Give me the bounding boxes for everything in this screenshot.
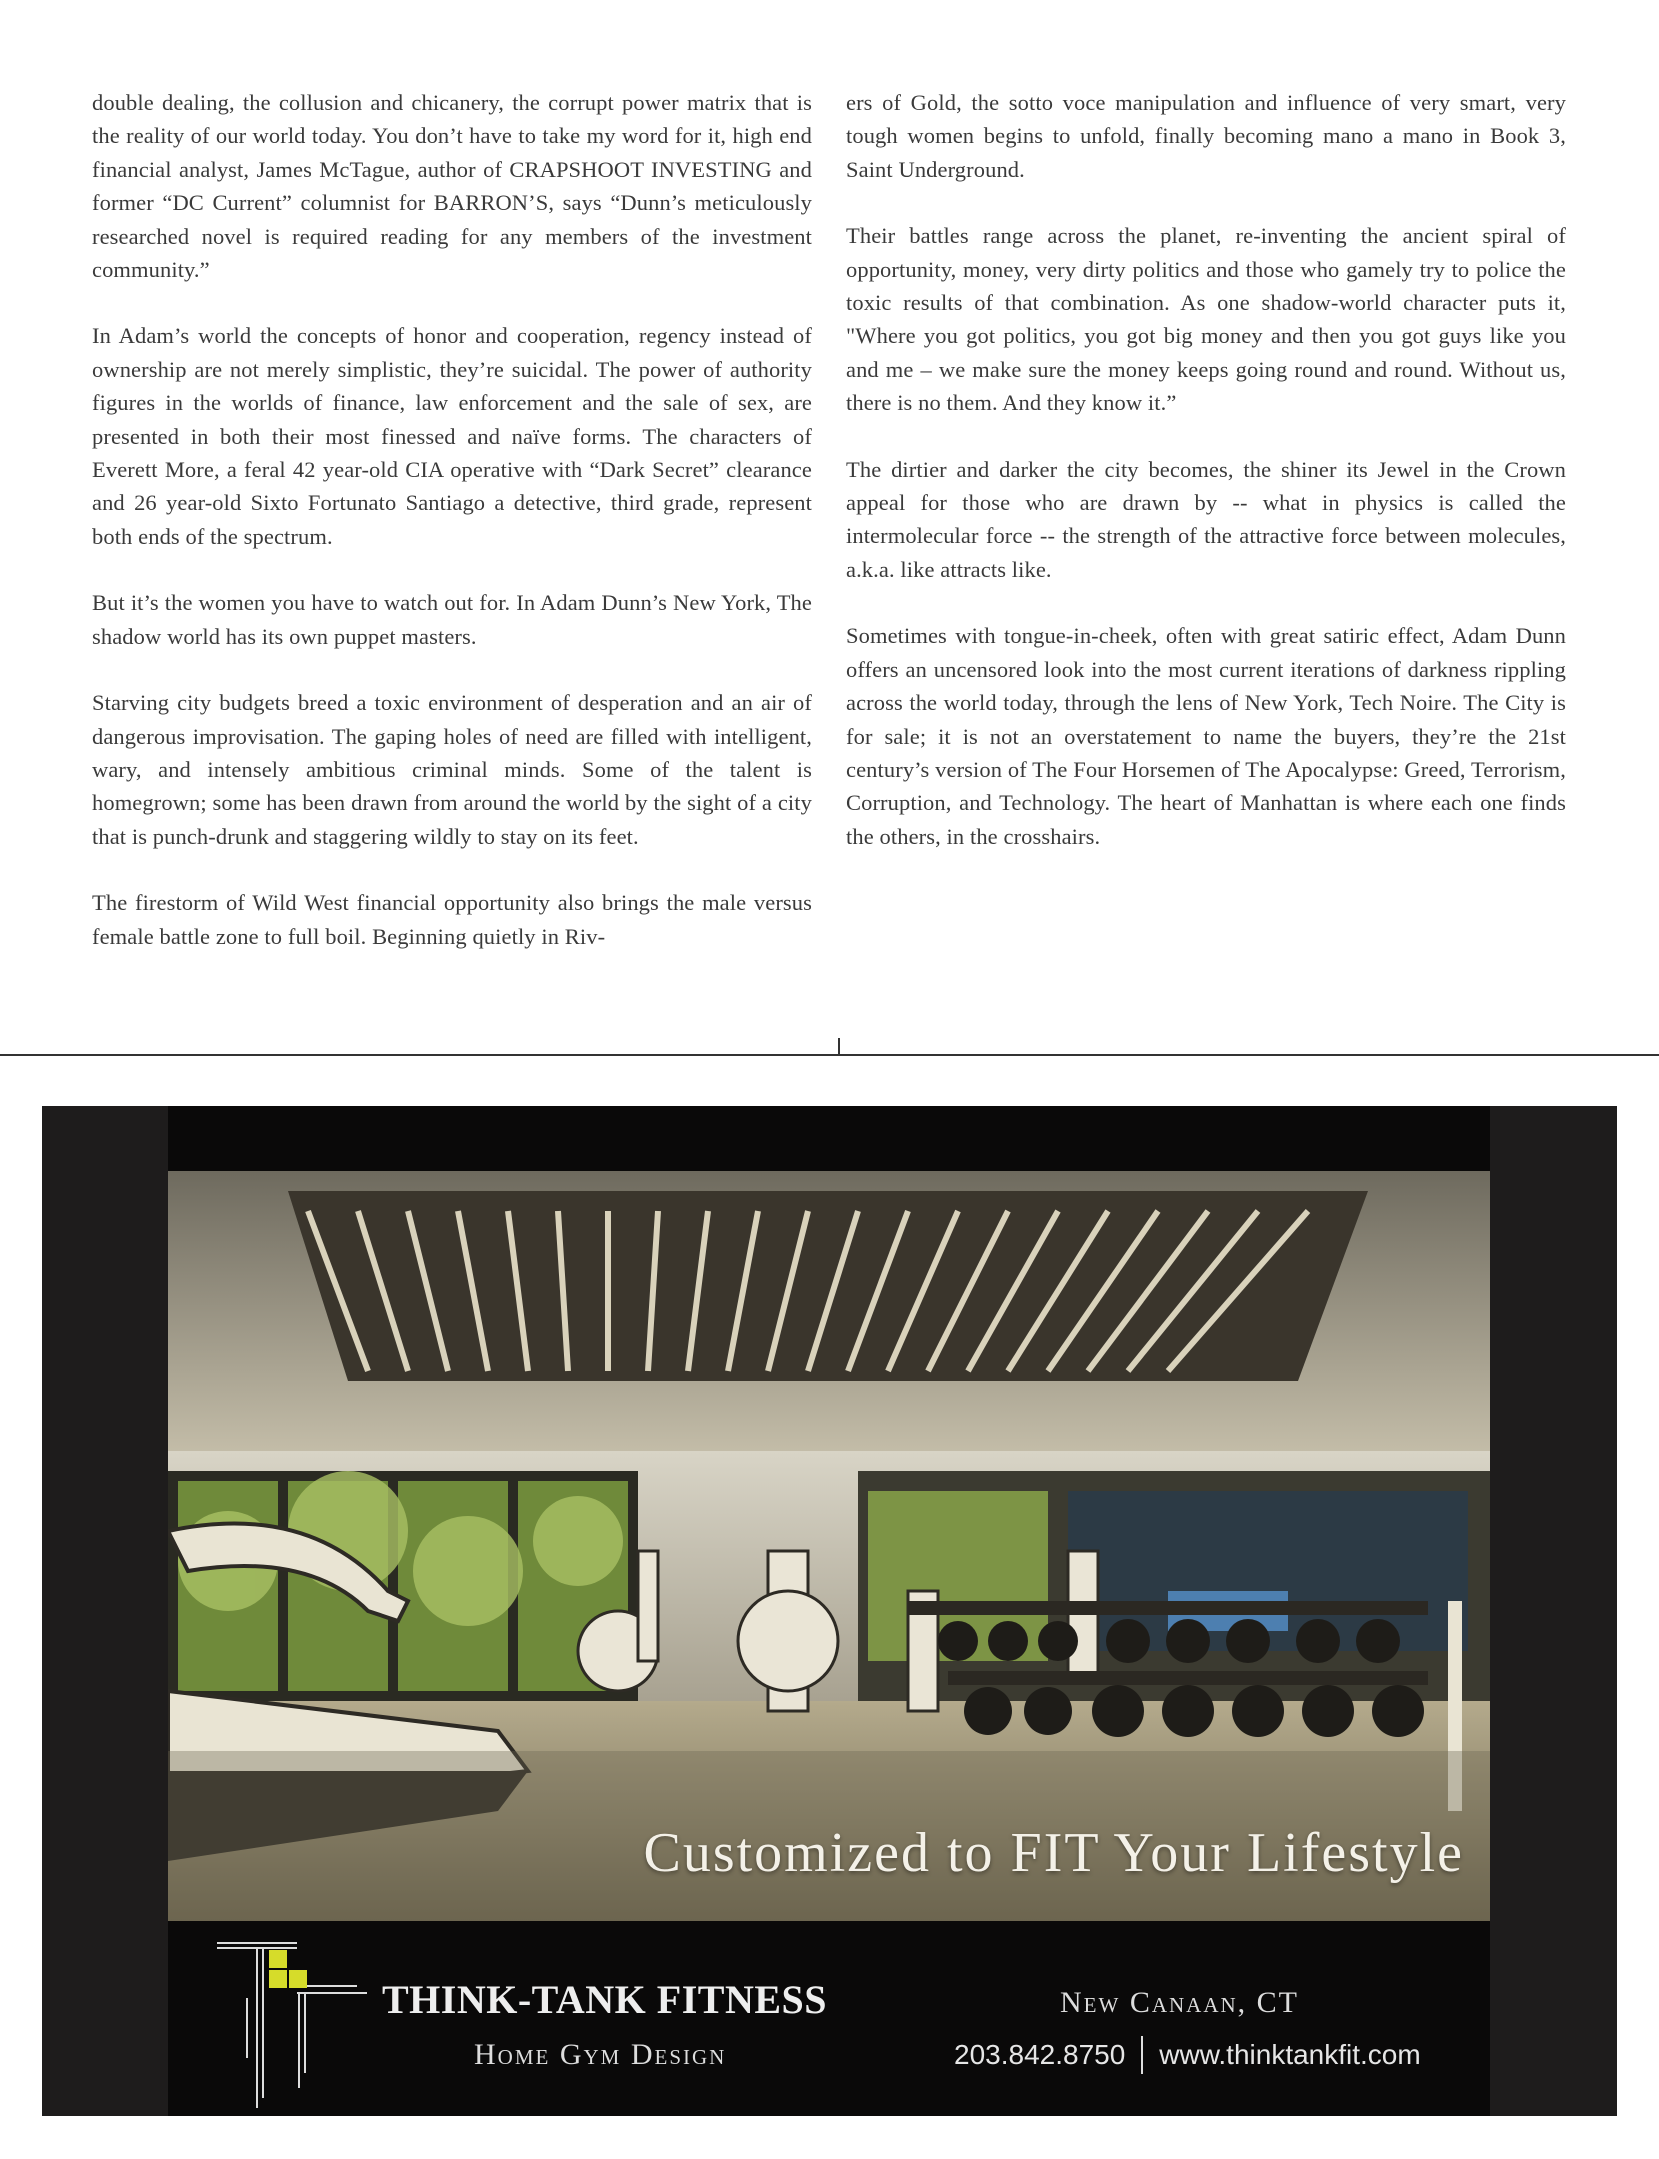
advertisement xyxy=(42,1106,1617,2116)
paragraph: Their battles range across the planet, re-inventing the ancient spiral of opportunity, money, very dirty politics and those who gamely try to police the toxic results of that combination. As one shadow-world character puts it, "Where you got politics, you got big money and then you got guys like you and me – we make sure the money keeps going round and round. Without us, there is no them. And they know it.” xyxy=(846,223,1566,416)
ad-subtitle: Home Gym Design xyxy=(474,2038,727,2071)
paragraph: Starving city budgets breed a toxic environment of desperation and an air of dangerous improvisation. The gaping holes of need are filled with intelligent, wary, and intensely ambitious criminal minds. Some of the talent is homegrown; some has been drawn from around the world by the sight of a city that is punch-drunk and staggering wildly to stay on its feet. xyxy=(92,690,812,849)
gym-illustration xyxy=(168,1171,1490,1921)
ad-phone: 203.842.8750 xyxy=(954,2039,1126,2070)
article-right-column xyxy=(846,86,1566,886)
paragraph: ers of Gold, the sotto voce manipulation and influence of very smart, very tough women begins to unfold, finally becoming mano a mano in Book 3, Saint Underground. xyxy=(846,90,1566,182)
paragraph: In Adam’s world the concepts of honor and cooperation, regency instead of ownership are not merely simplistic, they’re suicidal. The power of authority figures in the worlds of finance, law enforcement and the sale of sex, are presented in both their most finessed and naïve forms. The characters of Everett More, a feral 42 year-old CIA operative with “Dark Secret” clearance and 26 year-old Sixto Fortunato Santiago a detective, third grade, represent both ends of the spectrum. xyxy=(92,323,812,549)
ad-tagline: Customized to FIT Your Lifestyle xyxy=(643,1822,1464,1884)
ad-website[interactable]: www.thinktankfit.com xyxy=(1159,2039,1421,2070)
paragraph: Sometimes with tongue-in-cheek, often with great satiric effect, Adam Dunn offers an uncensored look into the most current iterations of darkness rippling across the world today, through the lens of New York, Tech Noire. The City is for sale; it is not an overstatement to name the buyers, they’re the 21st century’s version of The Four Horsemen of The Apocalypse: Greed, Terrorism, Corruption, and Technology. The heart of Manhattan is where each one finds the others, in the crosshairs. xyxy=(846,623,1566,849)
page-divider xyxy=(0,1054,1659,1056)
paragraph: The firestorm of Wild West financial opportunity also brings the male versus female battle zone to full boil. Beginning quietly in Riv- xyxy=(92,890,812,949)
column-tick xyxy=(838,1038,840,1054)
think-tank-logo-icon xyxy=(217,1938,367,2108)
contact-separator xyxy=(1141,2036,1143,2074)
gym-photo xyxy=(168,1171,1490,1921)
paragraph: The dirtier and darker the city becomes, the shiner its Jewel in the Crown appeal for those who are drawn by -- what in physics is called the intermolecular force -- the strength of the attractive force between molecules, a.k.a. like attracts like. xyxy=(846,456,1566,582)
ad-city: New Canaan, CT xyxy=(1060,1986,1299,2019)
paragraph: double dealing, the collusion and chicanery, the corrupt power matrix that is the reality of our world today. You don’t have to take my word for it, high end financial analyst, James McTague, author of CRAPSHOOT INVESTING and former “DC Current” columnist for BARRON’S, says “Dunn’s meticulously researched novel is required reading for any members of the investment community.” xyxy=(92,90,812,283)
article-left-column xyxy=(92,86,812,986)
ad-brand: THINK-TANK FITNESS xyxy=(382,1977,828,2022)
ad-contact xyxy=(954,2036,1421,2074)
paragraph: But it’s the women you have to watch out for. In Adam Dunn’s New York, The shadow world has its own puppet masters. xyxy=(92,590,812,649)
